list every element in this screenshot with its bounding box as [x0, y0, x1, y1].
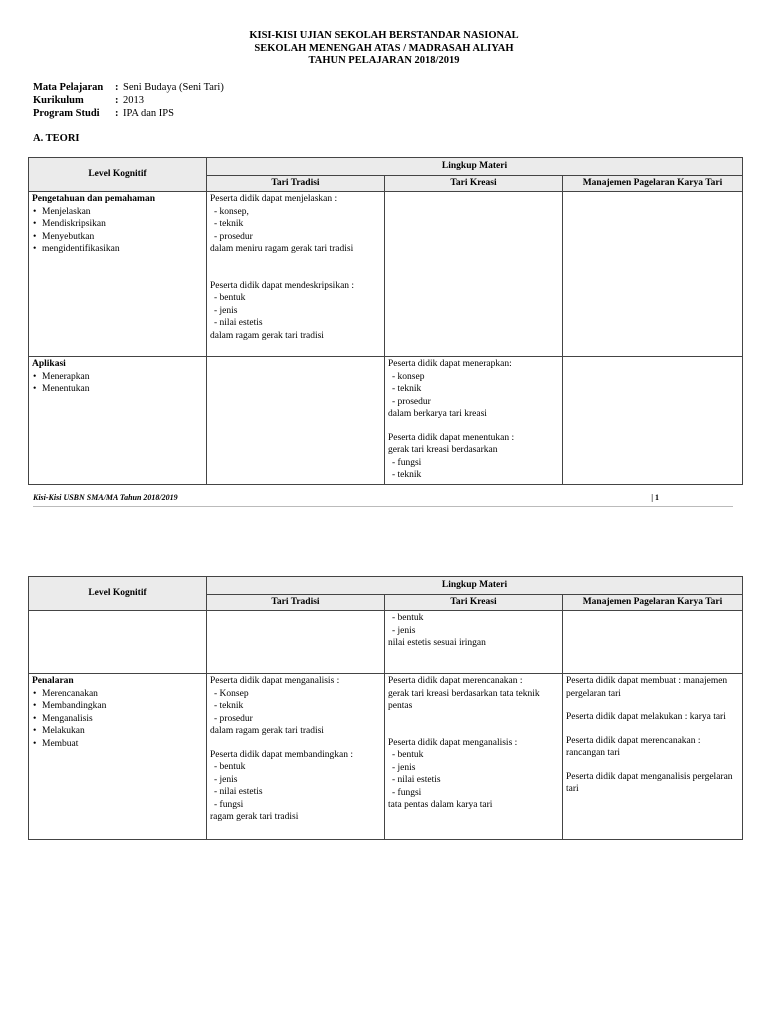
manajemen-cell — [563, 192, 743, 357]
list-item: - fungsi — [214, 799, 244, 810]
list-item: - jenis — [392, 625, 416, 636]
list-item: - prosedur — [214, 713, 253, 724]
indicator-text: Peserta didik dapat membuat : manajemen pergelaran tari — [566, 676, 728, 699]
table-row — [29, 357, 743, 485]
title-line-3: TAHUN PELAJARAN 2018/2019 — [308, 55, 460, 66]
level-cell — [29, 674, 207, 840]
indicator-outro: dalam ragam gerak tari tradisi — [210, 726, 324, 736]
list-item: - bentuk — [214, 762, 246, 772]
list-item: • Menjelaskan — [32, 206, 203, 219]
indicator-outro: dalam berkarya tari kreasi — [388, 409, 487, 419]
header-tari-tradisi: Tari Tradisi — [207, 176, 385, 192]
list-item: • Menerapkan — [32, 371, 203, 384]
meta-label: Mata Pelajaran — [33, 82, 104, 93]
kisi-table-page-2 — [28, 576, 743, 840]
header-lingkup-materi: Lingkup Materi — [207, 158, 743, 176]
header-manajemen: Manajemen Pagelaran Karya Tari — [563, 595, 743, 611]
list-item: - nilai estetis — [214, 787, 263, 797]
indicator-outro: nilai estetis sesuai iringan — [388, 638, 486, 648]
indicator-intro: Peserta didik dapat menganalisis : — [210, 676, 340, 686]
tradisi-cell — [207, 611, 385, 674]
meta-value: IPA dan IPS — [123, 108, 174, 119]
kisi-table-page-1 — [28, 157, 743, 485]
list-item: • Mendiskripsikan — [32, 218, 203, 231]
tradisi-cell — [207, 357, 385, 485]
header-level-kognitif: Level Kognitif — [29, 577, 207, 611]
list-item: • Merencanakan — [32, 688, 203, 701]
section-heading: A. TEORI — [33, 133, 80, 144]
manajemen-cell — [563, 674, 743, 840]
meta-label: Kurikulum — [33, 95, 84, 106]
list-item: - Konsep — [214, 688, 249, 699]
meta-value: 2013 — [123, 95, 144, 106]
list-item: - jenis — [214, 305, 238, 316]
list-item: - bentuk — [392, 750, 424, 760]
header-manajemen: Manajemen Pagelaran Karya Tari — [563, 176, 743, 192]
footer-text: Kisi-Kisi USBN SMA/MA Tahun 2018/2019 — [33, 493, 178, 502]
list-item: - jenis — [214, 774, 238, 785]
level-title: Aplikasi — [32, 359, 66, 369]
level-cell — [29, 357, 207, 485]
meta-value: Seni Budaya (Seni Tari) — [123, 82, 224, 93]
indicator-text: gerak tari kreasi berdasarkan — [388, 445, 498, 455]
document-title — [0, 30, 768, 68]
list-item: • Melakukan — [32, 725, 203, 738]
meta-label: Program Studi — [33, 108, 100, 119]
list-item: - nilai estetis — [392, 775, 441, 785]
kreasi-cell — [385, 357, 563, 485]
tradisi-cell — [207, 192, 385, 357]
list-item: • Menganalisis — [32, 713, 203, 726]
indicator-text: Peserta didik dapat merencanakan : rancangan tari — [566, 735, 701, 758]
indicator-outro: tata pentas dalam karya tari — [388, 800, 493, 810]
level-title: Penalaran — [32, 676, 74, 686]
indicator-intro: Peserta didik dapat menentukan : — [388, 432, 515, 443]
list-item: - teknik — [214, 219, 244, 229]
list-item: - nilai estetis — [214, 318, 263, 328]
list-item: • Membuat — [32, 738, 203, 751]
kreasi-cell — [385, 611, 563, 674]
level-cell — [29, 611, 207, 674]
level-title: Pengetahuan dan pemahaman — [32, 194, 155, 204]
list-item: - prosedur — [214, 231, 253, 242]
tradisi-cell — [207, 674, 385, 840]
indicator-intro: Peserta didik dapat menganalisis : — [388, 737, 518, 748]
indicator-outro: dalam meniru ragam gerak tari tradisi — [210, 244, 354, 254]
header-level-kognitif: Level Kognitif — [29, 158, 207, 192]
table-row — [29, 674, 743, 840]
kreasi-cell — [385, 674, 563, 840]
page-number: | 1 — [651, 493, 659, 502]
header-tari-tradisi: Tari Tradisi — [207, 595, 385, 611]
title-line-1: KISI-KISI UJIAN SEKOLAH BERSTANDAR NASIONAL — [249, 30, 519, 41]
list-item: • Menyebutkan — [32, 231, 203, 244]
list-item: - bentuk — [392, 613, 424, 623]
list-item: - prosedur — [392, 396, 431, 407]
table-row — [29, 192, 743, 357]
list-item: - fungsi — [392, 787, 422, 798]
indicator-text: gerak tari kreasi berdasarkan tata teknik pentas — [388, 688, 540, 711]
header-lingkup-materi: Lingkup Materi — [207, 577, 743, 595]
list-item: - teknik — [392, 470, 422, 480]
list-item: • Membandingkan — [32, 700, 203, 713]
list-item: - jenis — [392, 762, 416, 773]
kreasi-cell — [385, 192, 563, 357]
title-line-2: SEKOLAH MENENGAH ATAS / MADRASAH ALIYAH — [254, 42, 514, 54]
indicator-text: Peserta didik dapat melakukan : karya tari — [566, 712, 726, 722]
indicator-outro: ragam gerak tari tradisi — [210, 812, 299, 822]
indicator-intro: Peserta didik dapat membandingkan : — [210, 749, 353, 760]
list-item: - teknik — [214, 701, 244, 711]
indicator-intro: Peserta didik dapat mendeskripsikan : — [210, 280, 355, 291]
page-footer — [33, 493, 733, 507]
indicator-intro: Peserta didik dapat menjelaskan : — [210, 194, 338, 204]
indicator-text: Peserta didik dapat menganalisis pergelaran tari — [566, 771, 733, 794]
list-item: • mengidentifikasikan — [32, 243, 203, 256]
header-tari-kreasi: Tari Kreasi — [385, 176, 563, 192]
list-item: - teknik — [392, 384, 422, 394]
indicator-intro: Peserta didik dapat merencanakan : — [388, 676, 523, 686]
list-item: - bentuk — [214, 293, 246, 303]
manajemen-cell — [563, 611, 743, 674]
header-tari-kreasi: Tari Kreasi — [385, 595, 563, 611]
meta-subject: Mata Pelajaran : Seni Budaya (Seni Tari) — [33, 82, 224, 93]
list-item: - konsep, — [214, 206, 249, 217]
indicator-intro: Peserta didik dapat menerapkan: — [388, 359, 512, 369]
indicator-outro: dalam ragam gerak tari tradisi — [210, 330, 324, 341]
level-cell — [29, 192, 207, 357]
manajemen-cell — [563, 357, 743, 485]
list-item: - konsep — [392, 371, 425, 382]
meta-program: Program Studi : IPA dan IPS — [33, 108, 174, 119]
table-row — [29, 611, 743, 674]
meta-curriculum: Kurikulum : 2013 — [33, 95, 144, 106]
list-item: - fungsi — [392, 457, 422, 468]
list-item: • Menentukan — [32, 383, 203, 396]
